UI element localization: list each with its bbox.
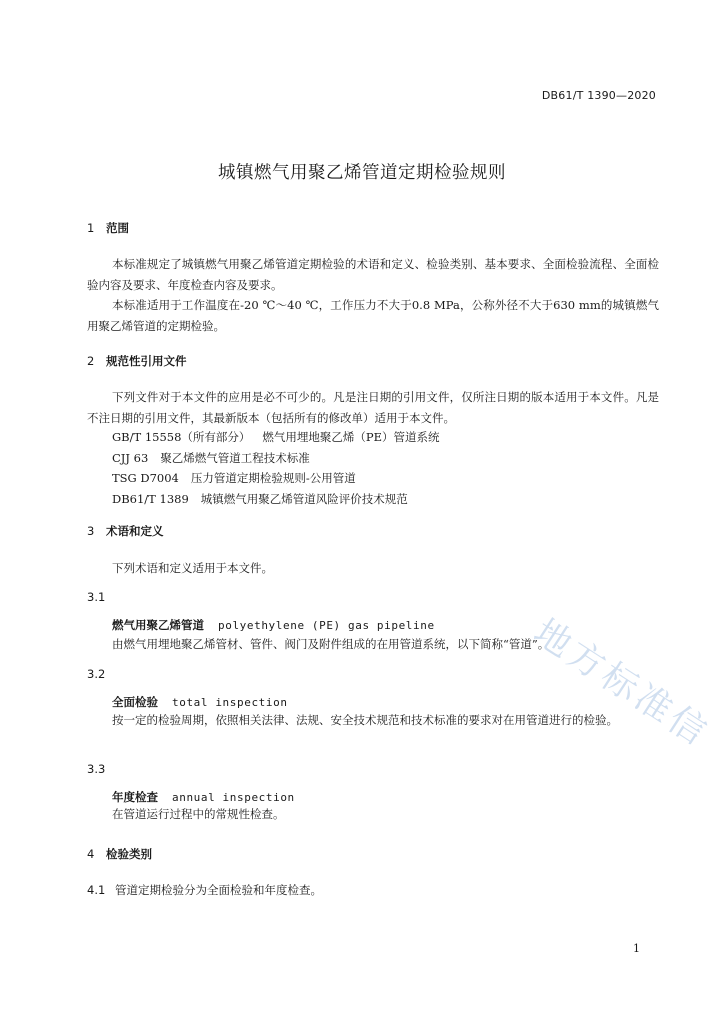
section-1-body — [87, 254, 659, 336]
term-english: polyethylene (PE) gas pipeline — [218, 619, 435, 632]
definition-text: 按一定的检验周期，依照相关法律、法规、安全技术规范和技术标准的要求对在用管道进行的检验。 — [112, 713, 618, 727]
section-4-heading — [87, 846, 152, 862]
definition-text: 在管道运行过程中的常规性检查。 — [112, 807, 285, 821]
section-2-heading — [87, 353, 187, 369]
reference-list — [112, 427, 440, 509]
section-number: 4 — [87, 847, 95, 861]
term-heading — [112, 789, 295, 805]
term-number: 3.2 — [87, 667, 106, 681]
section-2-intro — [87, 387, 659, 428]
definition-text: 由燃气用埋地聚乙烯管材、管件、阀门及附件组成的在用管道系统，以下简称“管道”。 — [112, 637, 550, 651]
term-heading — [112, 617, 435, 633]
watermark: 地方标准信 — [526, 611, 717, 756]
reference-title: 压力管道定期检验规则-公用管道 — [190, 471, 356, 485]
reference-title: 聚乙烯燃气管道工程技术标准 — [160, 450, 310, 465]
reference-title: 城镇燃气用聚乙烯管道风险评价技术规范 — [200, 491, 408, 506]
term-definition — [87, 804, 659, 825]
section-3-intro — [87, 558, 659, 579]
term-heading — [112, 694, 288, 710]
term-number: 3.3 — [87, 762, 106, 776]
section-title: 检验类别 — [106, 847, 152, 861]
reference-code: CJJ 63 — [112, 450, 149, 465]
paragraph: 本标准规定了城镇燃气用聚乙烯管道定期检验的术语和定义、检验类别、基本要求、全面检验流程、全面检验内容及要求、年度检查内容及要求。 — [87, 257, 659, 292]
reference-title: 燃气用埋地聚乙烯（PE）管道系统 — [262, 430, 440, 444]
term-chinese: 年度检查 — [112, 790, 158, 804]
reference-item — [112, 468, 440, 489]
reference-item — [112, 448, 440, 469]
section-title: 术语和定义 — [106, 524, 164, 538]
section-1-heading — [87, 220, 129, 236]
section-3-heading — [87, 523, 164, 539]
paragraph: 下列术语和定义适用于本文件。 — [112, 561, 273, 575]
term-english: annual inspection — [172, 791, 295, 804]
standard-code: DB61/T 1390—2020 — [541, 89, 656, 102]
reference-code: TSG D7004 — [112, 471, 179, 485]
term-chinese: 全面检验 — [112, 695, 158, 709]
term-number: 3.1 — [87, 590, 106, 604]
reference-code: DB61/T 1389 — [112, 491, 189, 506]
reference-code: GB/T 15558（所有部分） — [112, 430, 251, 444]
section-number: 1 — [87, 221, 95, 235]
section-number: 3 — [87, 524, 95, 538]
document-title: 城镇燃气用聚乙烯管道定期检验规则 — [218, 163, 506, 183]
paragraph: 下列文件对于本文件的应用是必不可少的。凡是注日期的引用文件，仅所注日期的版本适用于本文件。凡是不注日期的引用文件，其最新版本（包括所有的修改单）适用于本文件。 — [87, 390, 659, 425]
reference-item — [112, 427, 440, 448]
term-definition — [87, 710, 659, 731]
page-number: 1 — [633, 942, 640, 955]
paragraph: 本标准适用于工作温度在-20 ℃～40 ℃，工作压力不大于0.8 MPa，公称外径不大于630 mm的城镇燃气用聚乙烯管道的定期检验。 — [87, 298, 659, 333]
subsection-number: 4.1 — [87, 883, 106, 897]
section-number: 2 — [87, 354, 95, 368]
subsection-text: 管道定期检验分为全面检验和年度检查。 — [115, 883, 322, 897]
subsection-4-1 — [87, 882, 322, 898]
reference-item — [112, 489, 440, 510]
term-chinese: 燃气用聚乙烯管道 — [112, 618, 204, 632]
term-english: total inspection — [172, 696, 288, 709]
term-definition — [87, 634, 659, 655]
section-title: 范围 — [106, 221, 129, 235]
section-title: 规范性引用文件 — [106, 354, 187, 368]
